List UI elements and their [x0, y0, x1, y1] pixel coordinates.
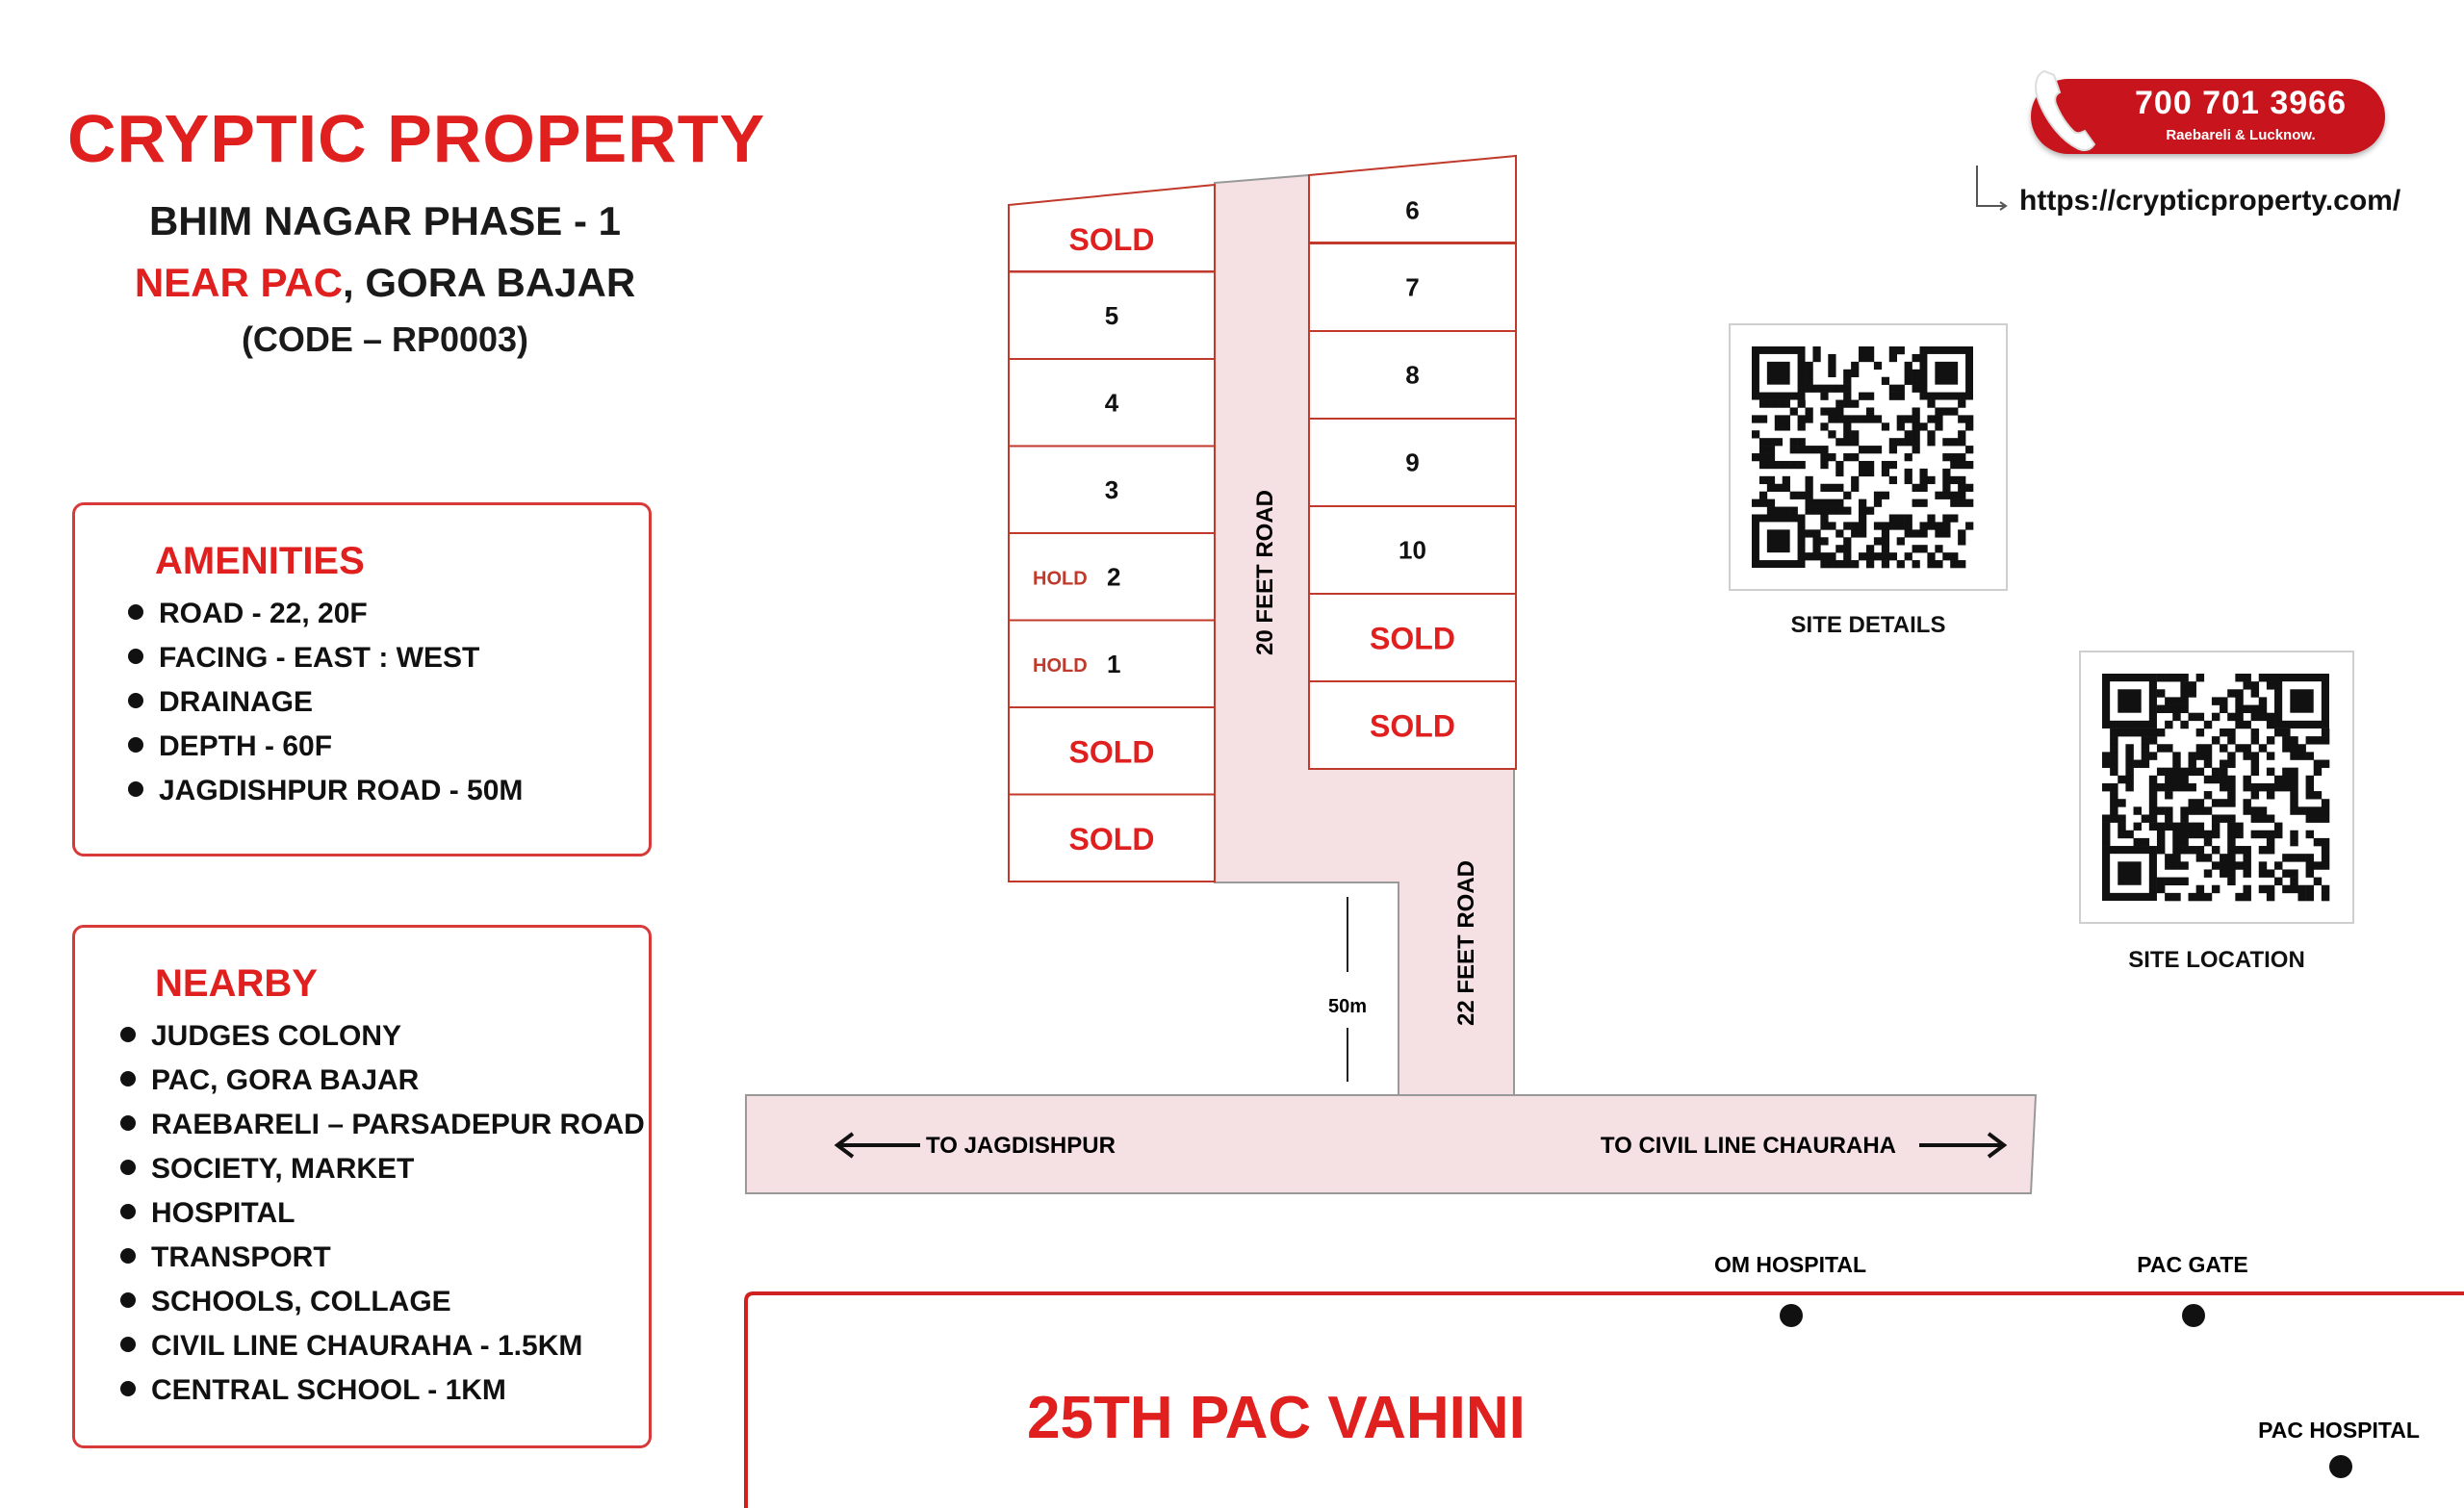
- nearby-title: NEARBY: [155, 962, 318, 1005]
- plot-number: 5: [1104, 300, 1119, 330]
- plot-number: 1: [1107, 649, 1121, 678]
- nearby-item: CIVIL LINE CHAURAHA - 1.5KM: [120, 1330, 582, 1363]
- pac-hospital-marker: [2329, 1455, 2352, 1478]
- plot-number: 3: [1104, 474, 1119, 504]
- plot-number: 4: [1104, 388, 1119, 418]
- plot-status-label: SOLD: [1068, 222, 1155, 258]
- phone-cities: Raebareli & Lucknow.: [2166, 127, 2316, 143]
- amenities-title: AMENITIES: [155, 540, 365, 582]
- nearby-item: CENTRAL SCHOOL - 1KM: [120, 1374, 506, 1407]
- amenity-item: DEPTH - 60F: [128, 730, 332, 763]
- plot-hold-tag: HOLD: [1033, 568, 1088, 590]
- pac-boundary: [746, 1293, 2464, 1508]
- road-20-label: 20 FEET ROAD: [1252, 489, 1278, 656]
- project-code: (CODE – RP0003): [241, 319, 529, 359]
- plot-status-label: SOLD: [1068, 821, 1155, 856]
- brand-title: CRYPTIC PROPERTY: [67, 101, 766, 176]
- project-name: BHIM NAGAR PHASE - 1: [148, 198, 622, 243]
- site-location-label: SITE LOCATION: [2128, 947, 2305, 973]
- amenity-item: DRAINAGE: [128, 686, 313, 719]
- to-civil-line-label: TO CIVIL LINE CHAURAHA: [1600, 1133, 1896, 1159]
- pac-gate-label: PAC GATE: [2137, 1252, 2248, 1277]
- phone-number: 700 701 3966: [2135, 85, 2347, 121]
- amenity-item: FACING - EAST : WEST: [128, 642, 479, 675]
- nearby-item: JUDGES COLONY: [120, 1020, 401, 1053]
- pac-vahini-label: 25TH PAC VAHINI: [1027, 1385, 1526, 1451]
- to-jagdishpur-label: TO JAGDISHPUR: [926, 1133, 1116, 1159]
- road-22-label: 22 FEET ROAD: [1453, 859, 1479, 1027]
- om-hospital-label: OM HOSPITAL: [1713, 1252, 1867, 1277]
- om-hospital-marker: [1780, 1304, 1803, 1327]
- plot-number: 8: [1405, 360, 1420, 390]
- nearby-item: HOSPITAL: [120, 1197, 295, 1230]
- pac-hospital-label: PAC HOSPITAL: [2258, 1418, 2420, 1443]
- nearby-item: PAC, GORA BAJAR: [120, 1064, 419, 1097]
- nearby-item: SOCIETY, MARKET: [120, 1153, 414, 1186]
- plot-status-label: SOLD: [1068, 734, 1155, 770]
- amenity-item: JAGDISHPUR ROAD - 50M: [128, 775, 523, 807]
- distance-label: 50m: [1327, 996, 1368, 1017]
- plot-number: 9: [1405, 447, 1420, 477]
- website-link[interactable]: https://crypticproperty.com/: [2019, 185, 2401, 217]
- plot-number: 6: [1405, 195, 1420, 225]
- nearby-item: SCHOOLS, COLLAGE: [120, 1286, 451, 1318]
- plot-status-label: SOLD: [1370, 621, 1455, 656]
- plot-hold-tag: HOLD: [1033, 654, 1088, 677]
- plot-status-label: SOLD: [1370, 708, 1455, 744]
- amenity-item: ROAD - 22, 20F: [128, 598, 368, 630]
- plot-number: 2: [1107, 562, 1121, 592]
- nearby-item: TRANSPORT: [120, 1241, 331, 1274]
- pac-gate-marker: [2182, 1304, 2205, 1327]
- location-highlight: NEAR PAC: [134, 260, 344, 305]
- plot-number: 7: [1405, 272, 1420, 302]
- nearby-item: RAEBARELI – PARSADEPUR ROAD: [120, 1109, 645, 1141]
- plot-number: 10: [1399, 535, 1426, 565]
- location-rest: , GORA BAJAR: [343, 260, 636, 305]
- site-details-label: SITE DETAILS: [1790, 612, 1946, 638]
